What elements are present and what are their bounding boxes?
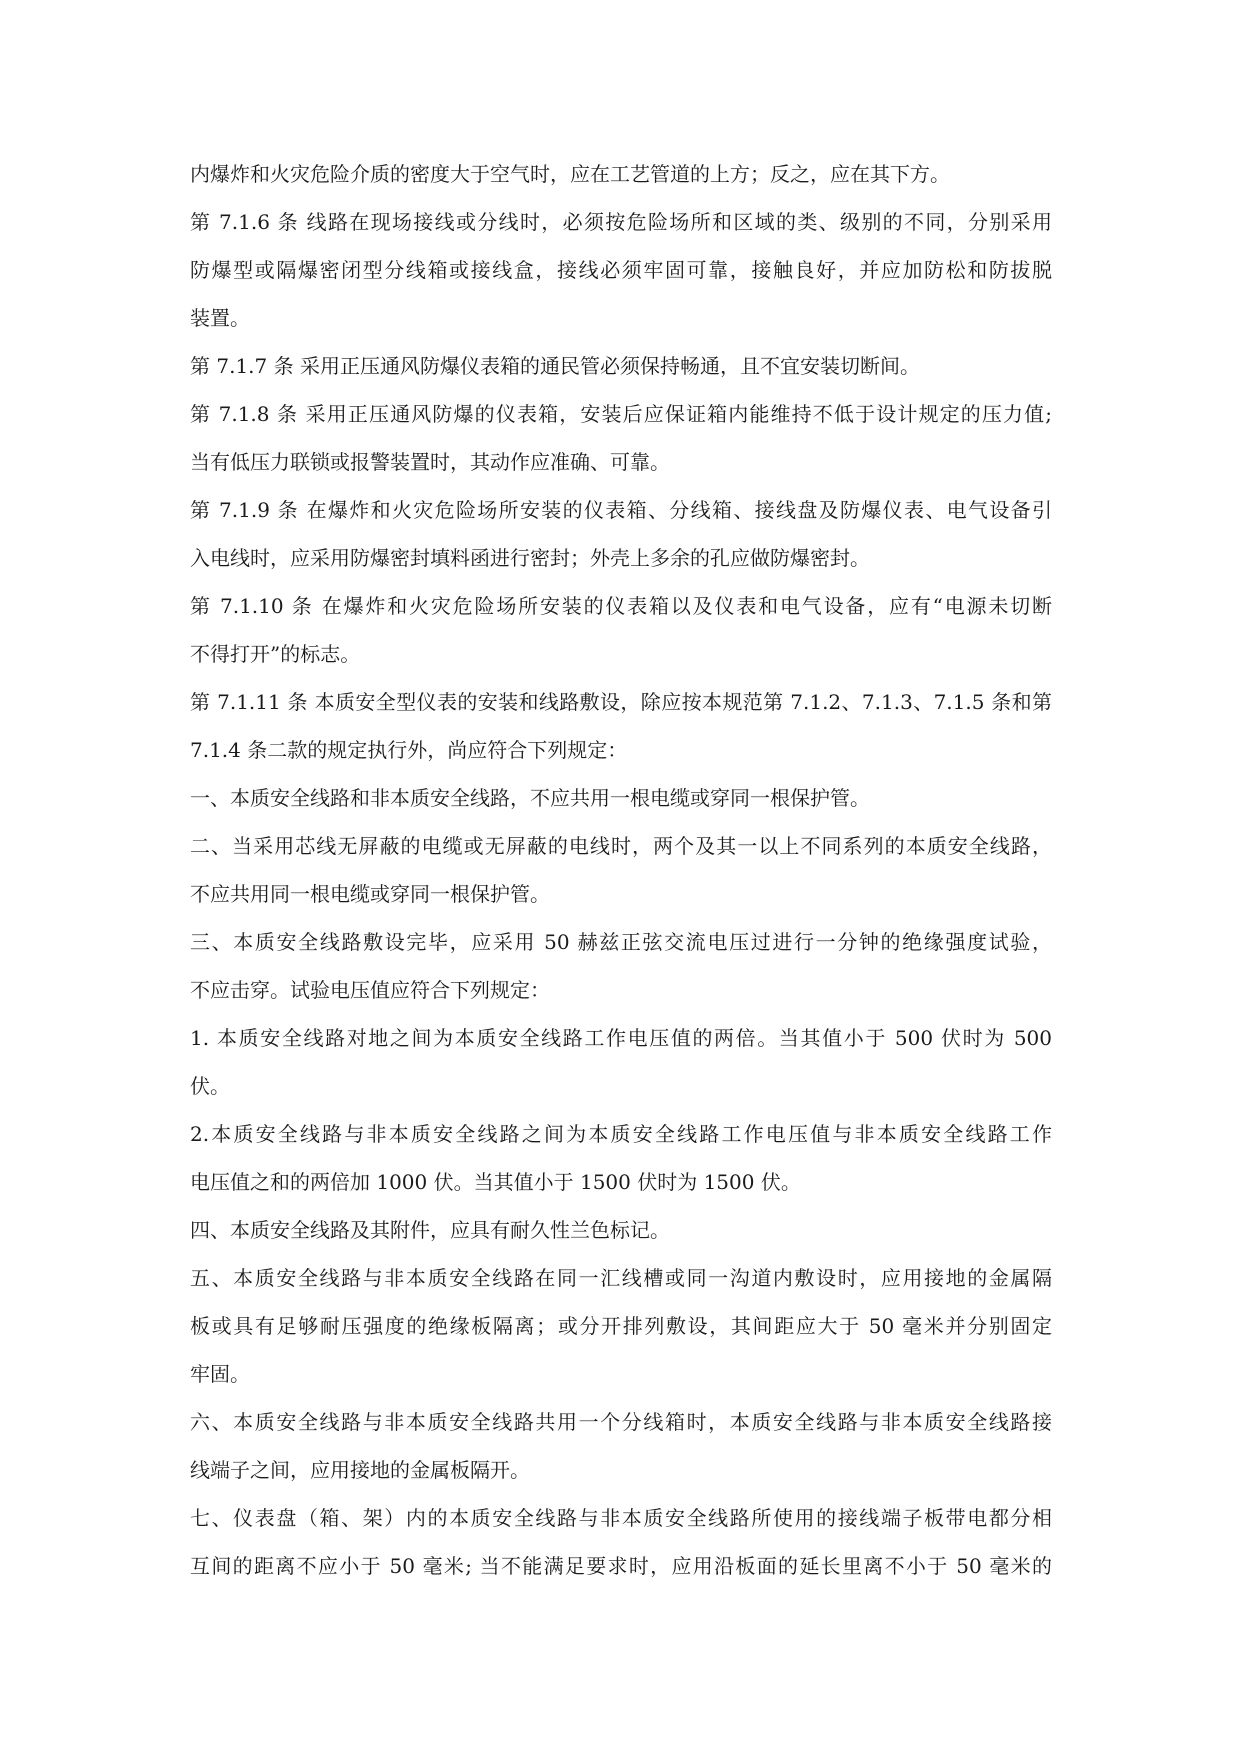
body-text	[190, 150, 1052, 1590]
text-line: 1. 本质安全线路对地之间为本质安全线路工作电压值的两倍。当其值小于 500 伏时为 500	[190, 1026, 1052, 1050]
text-line: 互间的距离不应小于 50 毫米; 当不能满足要求时，应用沿板面的延长里离不小于 50 毫米的	[190, 1554, 1052, 1578]
text-line: 第 7.1.8 条 采用正压通风防爆的仪表箱，安装后应保证箱内能维持不低于设计规定的压力值;	[190, 402, 1052, 426]
text-line: 牢固。	[190, 1362, 250, 1386]
text-line: 不应共用同一根电缆或穿同一根保护管。	[190, 882, 550, 906]
text-line: 第 7.1.11 条 本质安全型仪表的安装和线路敷设，除应按本规范第 7.1.2、7.1.3、7.1.5 条和第	[190, 690, 1052, 714]
text-line: 电压值之和的两倍加 1000 伏。当其值小于 1500 伏时为 1500 伏。	[190, 1170, 801, 1194]
text-line: 2.本质安全线路与非本质安全线路之间为本质安全线路工作电压值与非本质安全线路工作	[190, 1122, 1052, 1146]
text-line: 二、当采用芯线无屏蔽的电缆或无屏蔽的电线时，两个及其一以上不同系列的本质安全线路，	[190, 834, 1052, 858]
text-line: 六、本质安全线路与非本质安全线路共用一个分线箱时，本质安全线路与非本质安全线路接	[190, 1410, 1052, 1434]
text-line: 一、本质安全线路和非本质安全线路，不应共用一根电缆或穿同一根保护管。	[190, 786, 870, 810]
text-line: 伏。	[190, 1074, 230, 1098]
text-line: 第 7.1.10 条 在爆炸和火灾危险场所安装的仪表箱以及仪表和电气设备，应有“电源未切断	[190, 594, 1052, 618]
text-line: 七、仪表盘（箱、架）内的本质安全线路与非本质安全线路所使用的接线端子板带电都分相	[190, 1506, 1052, 1530]
text-line: 板或具有足够耐压强度的绝缘板隔离；或分开排列敷设，其间距应大于 50 毫米并分别固定	[190, 1314, 1052, 1338]
text-line: 三、本质安全线路敷设完毕，应采用 50 赫兹正弦交流电压过进行一分钟的绝缘强度试验，	[190, 930, 1052, 954]
text-line: 不得打开”的标志。	[190, 642, 361, 666]
text-line: 不应击穿。试验电压值应符合下列规定：	[190, 978, 550, 1002]
text-line: 第 7.1.6 条 线路在现场接线或分线时，必须按危险场所和区域的类、级别的不同，分别采用	[190, 210, 1052, 234]
text-line: 装置。	[190, 306, 250, 330]
text-line: 防爆型或隔爆密闭型分线箱或接线盒，接线必须牢固可靠，接触良好，并应加防松和防拔脱	[190, 258, 1052, 282]
text-line: 第 7.1.7 条 采用正压通风防爆仪表箱的通民管必须保持畅通，且不宜安装切断间。	[190, 354, 920, 378]
text-line: 线端子之间，应用接地的金属板隔开。	[190, 1458, 530, 1482]
text-line: 7.1.4 条二款的规定执行外，尚应符合下列规定：	[190, 738, 628, 762]
text-line: 内爆炸和火灾危险介质的密度大于空气时，应在工艺管道的上方；反之，应在其下方。	[190, 162, 950, 186]
text-line: 四、本质安全线路及其附件，应具有耐久性兰色标记。	[190, 1218, 670, 1242]
text-line: 第 7.1.9 条 在爆炸和火灾危险场所安装的仪表箱、分线箱、接线盘及防爆仪表、电气设备引	[190, 498, 1052, 522]
text-line: 当有低压力联锁或报警装置时，其动作应准确、可靠。	[190, 450, 670, 474]
text-line: 入电线时，应采用防爆密封填料函进行密封；外壳上多余的孔应做防爆密封。	[190, 546, 870, 570]
text-line: 五、本质安全线路与非本质安全线路在同一汇线槽或同一沟道内敷设时，应用接地的金属隔	[190, 1266, 1052, 1290]
